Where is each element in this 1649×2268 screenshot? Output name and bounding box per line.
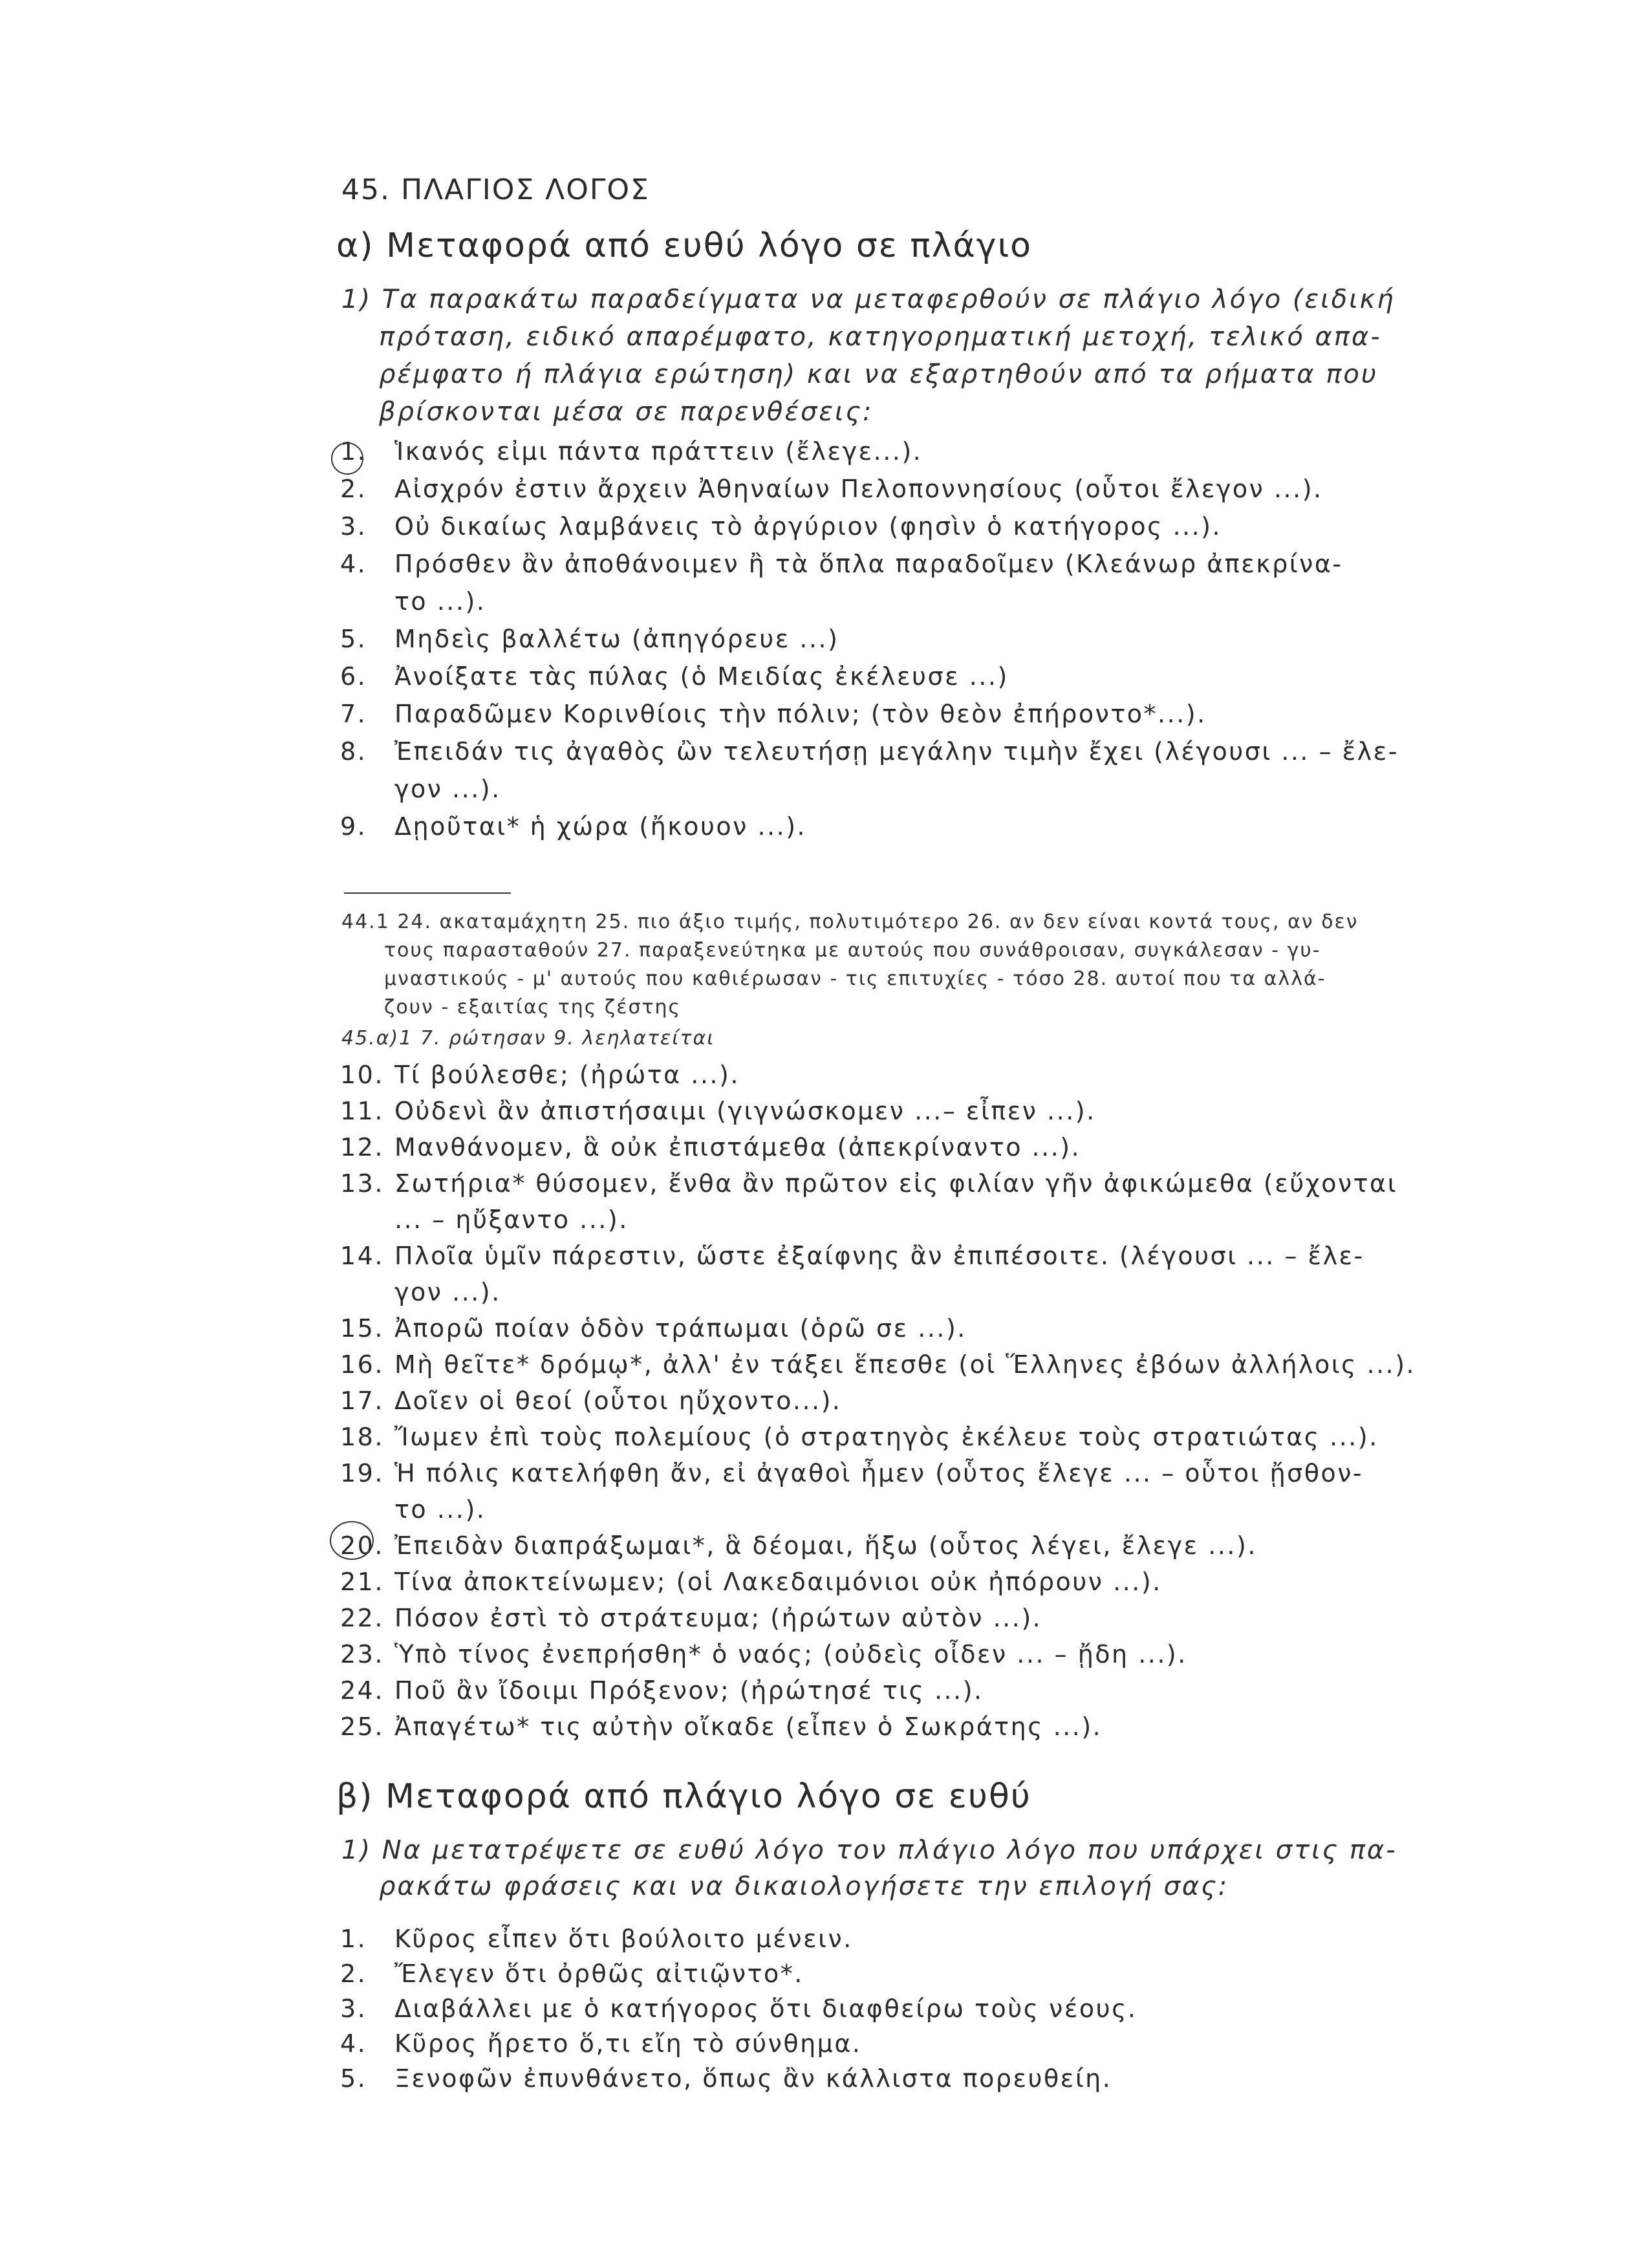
footnote-line-3: μναστικούς - μ' αυτούς που καθιέρωσαν - τις επιτυχίες - τόσο 28. αυτοί που τα αλλά- xyxy=(384,967,1326,990)
item-text: Τί βούλεσθε; (ἠρώτα ...). xyxy=(394,1061,740,1089)
item-text: Οὐδενὶ ἂν ἀπιστήσαιμι (γιγνώσκομεν ...– εἶπεν ...). xyxy=(394,1097,1096,1125)
item-text: Πλοῖα ὑμῖν πάρεστιν, ὥστε ἐξαίφνης ἂν ἐπιπέσοιτε. (λέγουσι ... – ἔλε- xyxy=(394,1242,1364,1270)
item-text: Τίνα ἀποκτείνωμεν; (οἱ Λακεδαιμόνιοι οὐκ ἠπόρουν ...). xyxy=(394,1568,1162,1596)
item-text-continuation: ... – ηὔξαντο ...). xyxy=(394,1205,629,1234)
section-b-instruction-line-2: ρακάτω φράσεις και να δικαιολογήσετε την επιλογή σας: xyxy=(379,1872,1229,1901)
item-number: 5. xyxy=(340,625,367,653)
item-number: 16. xyxy=(340,1350,384,1379)
item-number: 2. xyxy=(340,1960,367,1988)
item-text: Ξενοφῶν ἐπυνθάνετο, ὅπως ἂν κάλλιστα πορευθείη. xyxy=(394,2064,1112,2093)
section-a-instruction-line-1: 1) Τα παρακάτω παραδείγματα να μεταφερθούν σε πλάγιο λόγο (ειδική xyxy=(341,285,1396,314)
section-a-title: α) Μεταφορά από ευθύ λόγο σε πλάγιο xyxy=(336,226,1032,265)
item-text-continuation: το ...). xyxy=(394,1495,486,1524)
item-number: 11. xyxy=(340,1097,384,1125)
item-number: 1. xyxy=(340,1925,367,1953)
item-text: Μανθάνομεν, ἃ οὐκ ἐπιστάμεθα (ἀπεκρίναντο ...). xyxy=(394,1133,1081,1161)
item-text: Ἴωμεν ἐπὶ τοὺς πολεμίους (ὁ στρατηγὸς ἐκέλευε τοὺς στρατιώτας ...). xyxy=(394,1423,1379,1451)
item-number: 14. xyxy=(340,1242,384,1270)
footnote-line-5: 45.α)1 7. ρώτησαν 9. λεηλατείται xyxy=(341,1027,715,1050)
section-a-instruction-line-4: βρίσκονται μέσα σε παρενθέσεις: xyxy=(379,397,874,427)
section-a-instruction-line-3: ρέμφατο ή πλάγια ερώτηση) και να εξαρτηθούν από τα ρήματα που xyxy=(379,360,1379,389)
section-b-instruction-line-1: 1) Να μετατρέψετε σε ευθύ λόγο τον πλάγιο λόγο που υπάρχει στις πα- xyxy=(341,1835,1397,1865)
item-number: 21. xyxy=(340,1568,384,1596)
page-title: 45. ΠΛΑΓΙΟΣ ΛΟΓΟΣ xyxy=(341,173,650,206)
item-number: 18. xyxy=(340,1423,384,1451)
item-number: 22. xyxy=(340,1604,384,1632)
section-b-title: β) Μεταφορά από πλάγιο λόγο σε ευθύ xyxy=(336,1777,1031,1816)
item-text: Ἀπορῶ ποίαν ὁδὸν τράπωμαι (ὁρῶ σε ...). xyxy=(394,1314,967,1343)
footnote-divider xyxy=(344,892,511,894)
item-text: Ἡ πόλις κατελήφθη ἄν, εἰ ἀγαθοὶ ἦμεν (οὗτος ἔλεγε ... – οὗτοι ᾔσθον- xyxy=(394,1459,1364,1487)
item-text: Δῃοῦται* ἡ χώρα (ἤκουον ...). xyxy=(394,812,807,841)
item-number: 6. xyxy=(340,662,367,691)
section-a-instruction-line-2: πρόταση, ειδικό απαρέμφατο, κατηγορηματική μετοχή, τελικό απα- xyxy=(379,322,1382,352)
item-number: 9. xyxy=(340,812,367,841)
item-number: 20. xyxy=(340,1531,384,1560)
item-text: Παραδῶμεν Κορινθίοις τὴν πόλιν; (τὸν θεὸν ἐπήροντο*...). xyxy=(394,700,1207,728)
item-number: 10. xyxy=(340,1061,384,1089)
item-text: Ἀπαγέτω* τις αὐτὴν οἴκαδε (εἶπεν ὁ Σωκράτης ...). xyxy=(394,1712,1103,1741)
item-text: Μὴ θεῖτε* δρόμῳ*, ἀλλ' ἐν τάξει ἕπεσθε (οἱ Ἕλληνες ἐβόων ἀλλήλοις ...). xyxy=(394,1350,1416,1379)
item-text: Πόσον ἐστὶ τὸ στράτευμα; (ἠρώτων αὐτὸν ...). xyxy=(394,1604,1042,1632)
handwritten-circle-mark xyxy=(331,442,363,475)
item-number: 24. xyxy=(340,1676,384,1705)
item-text: Ἐπειδάν τις ἀγαθὸς ὢν τελευτήσῃ μεγάλην τιμὴν ἔχει (λέγουσι ... – ἔλε- xyxy=(394,737,1399,766)
item-number: 19. xyxy=(340,1459,384,1487)
item-number: 15. xyxy=(340,1314,384,1343)
item-number: 2. xyxy=(340,475,367,503)
footnote-line-2: τους παρασταθούν 27. παραξενεύτηκα με αυτούς που συνάθροισαν, συγκάλεσαν - γυ- xyxy=(384,939,1321,962)
item-text: Πρόσθεν ἂν ἀποθάνοιμεν ἢ τὰ ὅπλα παραδοῖμεν (Κλεάνωρ ἀπεκρίνα- xyxy=(394,550,1343,578)
item-number: 17. xyxy=(340,1387,384,1415)
item-text: Αἰσχρόν ἐστιν ἄρχειν Ἀθηναίων Πελοποννησίους (οὗτοι ἔλεγον ...). xyxy=(394,475,1323,503)
item-number: 4. xyxy=(340,2029,367,2058)
item-text: Σωτήρια* θύσομεν, ἔνθα ἂν πρῶτον εἰς φιλίαν γῆν ἀφικώμεθα (εὔχονται xyxy=(394,1169,1397,1198)
item-number: 5. xyxy=(340,2064,367,2093)
item-text: Μηδεὶς βαλλέτω (ἀπηγόρευε ...) xyxy=(394,625,839,653)
footnote-line-1: 44.1 24. ακαταμάχητη 25. πιο άξιο τιμής, πολυτιμότερο 26. αν δεν είναι κοντά τους, αν δεν xyxy=(341,911,1359,933)
item-number: 4. xyxy=(340,550,367,578)
item-text: Ἐπειδὰν διαπράξωμαι*, ἃ δέομαι, ἥξω (οὗτος λέγει, ἔλεγε ...). xyxy=(394,1531,1257,1560)
item-text-continuation: γον ...). xyxy=(394,775,501,803)
item-text: Κῦρος εἶπεν ὅτι βούλοιτο μένειν. xyxy=(394,1925,853,1953)
item-text: Κῦρος ἤρετο ὅ,τι εἴη τὸ σύνθημα. xyxy=(394,2029,862,2058)
handwritten-circle-mark xyxy=(330,1521,374,1560)
footnote-line-4: ζουν - εξαιτίας της ζέστης xyxy=(384,996,682,1019)
item-number: 3. xyxy=(340,1994,367,2023)
item-text: Οὐ δικαίως λαμβάνεις τὸ ἀργύριον (φησὶν ὁ κατήγορος ...). xyxy=(394,512,1222,541)
item-number: 23. xyxy=(340,1640,384,1669)
item-number: 25. xyxy=(340,1712,384,1741)
item-text: Ἔλεγεν ὅτι ὀρθῶς αἰτιῷντο*. xyxy=(394,1960,804,1988)
item-text: Ὑπὸ τίνος ἐνεπρήσθη* ὁ ναός; (οὐδεὶς οἶδεν ... – ᾔδη ...). xyxy=(394,1640,1187,1669)
item-number: 13. xyxy=(340,1169,384,1198)
item-number: 7. xyxy=(340,700,367,728)
item-text: Δοῖεν οἱ θεοί (οὗτοι ηὔχοντο...). xyxy=(394,1387,842,1415)
item-text-continuation: το ...). xyxy=(394,587,486,616)
item-text: Διαβάλλει με ὁ κατήγορος ὅτι διαφθείρω τοὺς νέους. xyxy=(394,1994,1137,2023)
item-text: Ἱκανός εἰμι πάντα πράττειν (ἔλεγε...). xyxy=(394,437,923,466)
item-text: Ποῦ ἂν ἴδοιμι Πρόξενον; (ἠρώτησέ τις ...). xyxy=(394,1676,984,1705)
item-number: 12. xyxy=(340,1133,384,1161)
item-number: 1. xyxy=(340,437,367,466)
item-number: 8. xyxy=(340,737,367,766)
item-number: 3. xyxy=(340,512,367,541)
item-text-continuation: γον ...). xyxy=(394,1278,501,1306)
item-text: Ἀνοίξατε τὰς πύλας (ὁ Μειδίας ἐκέλευσε ...) xyxy=(394,662,1009,691)
